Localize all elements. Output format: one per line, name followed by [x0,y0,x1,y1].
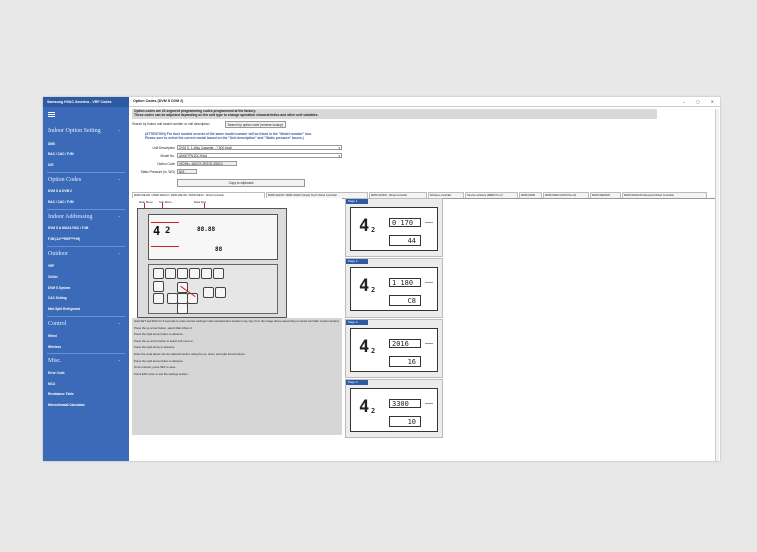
chevron-up-icon[interactable]: ⌃ [117,129,121,134]
attention-line-1: (ATTENTION) For duct models several of the same model number will be listed in the "Model number" box. [145,132,313,136]
lcd-display [350,207,438,251]
main-menu-digit: 4 [359,216,370,236]
lcd-display [350,388,438,432]
tab-dvm-plus[interactable]: MWR-WE00 (DVM Plus III) [543,192,589,198]
wired-controller-image [137,208,287,318]
minimize-button[interactable]: – [682,99,686,104]
divider [47,316,125,317]
temp-up-key-icon[interactable] [153,281,164,292]
tab-panel [132,198,715,461]
page-4 [345,379,443,438]
vertical-scrollbar[interactable] [715,109,719,461]
instruction-step: Press the right arrow button to advance. [134,332,184,337]
tab-km00[interactable]: MWR-KM00 [519,192,542,198]
page-label: Page 1 [346,199,368,204]
tab-wired-controller[interactable]: MWR-WE10N / MWR-WE11N / MWR-WE13N / MWR-WE10 - Wired controller [132,192,265,198]
down-arrow-key-icon[interactable] [177,303,188,314]
instruction-step: Press the up arrow button to select sub menu 2. [134,338,194,343]
sub-menu-digit: 2 [371,286,376,294]
sub-menu-digit: 2 [165,226,171,236]
controller-screen [148,214,278,260]
model-no-label: Model No. [160,154,175,158]
lock-key-icon[interactable] [213,268,224,279]
static-pressure-label: Static Pressure (in. WG) [140,170,175,174]
main-menu-digit: 4 [359,276,370,296]
sidebar-item-wireless[interactable]: Wireless [48,345,62,349]
instructions-panel [132,318,342,435]
chevron-up-icon[interactable]: ⌃ [117,178,121,183]
power-key-icon[interactable] [215,287,226,298]
main-menu-label: Main Menu [139,200,153,204]
lcd-display [350,267,438,311]
sidebar-item-fjm[interactable]: FJM (AJ***RBF***HH) [48,237,81,241]
chevron-up-icon[interactable]: ⌃ [117,322,121,327]
sidebar-item-dvm-s-maxa[interactable]: DVM S & MAXA RAC / FJM [48,226,89,230]
divider [47,353,125,354]
sidebar [43,97,129,461]
tab-we00un[interactable]: MWR-WE00UN [590,192,621,198]
info-banner [132,109,657,119]
section-misc[interactable]: Misc. [48,358,62,364]
swing-key-icon[interactable] [177,268,188,279]
reverse-lookup-button[interactable]: Search by option code (reverse lookup) [225,121,286,128]
copy-to-clipboard-button[interactable]: Copy to clipboard [177,179,305,187]
page-2 [345,258,443,318]
banner-line-2: These codes can be adjusted depending on the unit type to change operation characteristics and other unit variables. [134,113,319,118]
tab-service-software[interactable]: Service software (DBEP Pro 2) [465,192,518,198]
sidebar-item-calculator[interactable]: Microclimatal Calculator [48,403,85,407]
code-segment: 2016 [389,339,421,348]
code-segment: 1 180 [389,278,421,287]
sub-menu-digit: 2 [371,226,376,234]
tab-sh00n[interactable]: MWR-SH00N - Wired controller [369,192,427,198]
tab-simple-touch[interactable]: MWR-SH10N / MWR-SH11N Simple Touch Wired Controller [266,192,368,198]
sidebar-title: Samsung HVAC America - VRF Codes [43,97,129,107]
unit-description-label: Unit Description [152,146,175,150]
tab-wg00un[interactable]: MWR-WG00UN Advanced Wired Controller [622,192,707,198]
data-sets-label: Data Sets [194,200,207,204]
main-menu-digit: 4 [153,224,161,238]
sidebar-item-dvm-s-system[interactable]: DVM S System [48,286,71,290]
divider [47,209,125,210]
instruction-step: Press the right arrow to advance. [134,345,176,350]
lcd-display [350,328,438,372]
chevron-up-icon[interactable]: ⌃ [117,359,121,364]
sub-menu-label: Sub Menu [159,200,172,204]
code-value: 44 [389,235,421,246]
tab-wireless[interactable]: Wireless controller [428,192,464,198]
option-code-field[interactable]: 01D94=-18XCX-2E01S-33D10 [177,161,237,166]
fan-key-icon[interactable] [165,268,176,279]
section-indoor-option-setting[interactable]: Indoor Option Setting [48,128,101,134]
sidebar-item-error-code[interactable]: Error Code [48,371,65,375]
section-control[interactable]: Control [48,321,67,327]
maximize-button[interactable]: ◻ [696,99,700,104]
display-value: 88.88 [197,226,216,233]
code-segment: 3300 [389,399,421,408]
instruction-step: Enter the code above into the data-bit section using the up, down, and right arrow buttons. [134,351,246,356]
main-menu-digit: 4 [359,337,370,357]
divider [425,282,433,283]
page-label: Page 3 [346,320,368,325]
banner-line-1: Option codes are 24 segment programming codes programmed at the factory. [134,109,256,113]
sidebar-item-cac-setting[interactable]: CAC Setting [48,296,67,300]
sidebar-item-chiller[interactable]: Chiller [48,275,58,279]
divider [425,222,433,223]
sidebar-item-mini-split[interactable]: Mini Split Refrigerant [48,307,81,311]
temp-down-key-icon[interactable] [153,293,164,304]
section-indoor-addressing[interactable]: Indoor Addressing [48,214,93,220]
divider [425,403,433,404]
attention-line-2: Please sure to select the correct model based on the "Unit description" and "Static pressure" boxes.) [145,136,304,141]
divider [425,343,433,344]
instruction-step: Press the right arrow button to advance. [134,358,184,363]
sidebar-item-vrf[interactable]: VRF [48,264,55,268]
model-no-select[interactable]: AM007FN1DCH/AA ▾ [177,153,342,158]
code-segment: 0 170 [389,218,421,227]
divider [47,246,125,247]
chevron-up-icon[interactable]: ⌃ [117,252,121,257]
page-label: Page 2 [346,259,368,264]
window-title: Option Codes (DVM S DVM 2) [129,97,720,107]
instruction-step: Press the up arrow button, select Main Menu 4. [134,325,193,330]
page-1 [345,198,443,257]
highlight-box [151,222,179,223]
divider [47,172,125,173]
instruction-step: Press ESC twice to exit the settings section. [134,371,189,376]
menu-icon[interactable] [48,112,55,117]
unit-description-select[interactable]: DVM S, 1-Way Cassette - 7,500 btu/h ▾ [177,145,342,150]
code-value: C8 [389,295,421,306]
code-value: 10 [389,416,421,427]
sidebar-item-dvm-s[interactable]: DVM S & DVM 2 [48,189,72,193]
instruction-step: Hold SET and ESC for 5 seconds to enter service settings mode (actual button location may vary from the image above depending on wired controller model number). [134,319,340,323]
static-pressure-field[interactable]: N/A [177,169,197,174]
esc-key-icon[interactable] [203,287,214,298]
attention-note [145,132,312,141]
mode-key-icon[interactable] [153,268,164,279]
sidebar-item-icr[interactable]: ICR [48,163,54,167]
main-menu-digit: 4 [359,397,370,417]
instruction-step: Once entered, press SET to save. [134,365,177,370]
window-controls [673,97,714,106]
app-window [43,97,720,461]
sub-menu-digit: 2 [371,347,376,355]
main-panel [129,97,720,461]
sidebar-item-wired[interactable]: Wired [48,334,57,338]
sidebar-item-mcu[interactable]: MCU [48,382,56,386]
controller-keypad [148,264,278,314]
page-3 [345,319,443,378]
close-button[interactable]: ✕ [710,99,714,104]
highlight-box [151,246,179,247]
option-key-icon[interactable] [201,268,212,279]
sidebar-item-rac-cac-fjm-2[interactable]: RAC / CAC / FJM [48,200,74,204]
chevron-up-icon[interactable]: ⌃ [117,215,121,220]
section-option-codes[interactable]: Option Codes [48,177,82,183]
option-code-label: Option Code [157,162,175,166]
controller-illustration [132,198,342,318]
section-outdoor[interactable]: Outdoor [48,251,68,257]
search-label[interactable]: Search by indoor unit model number or unit description [132,122,210,126]
timer-key-icon[interactable] [189,268,200,279]
code-value: 16 [389,356,421,367]
sidebar-item-rac-cac-fjm[interactable]: RAC / CAC / FJM [48,152,74,156]
display-small: 88 [215,246,223,253]
sub-menu-digit: 2 [371,407,376,415]
sidebar-item-resistance-table[interactable]: Resistance Table [48,392,74,396]
sidebar-item-dms[interactable]: DMS [48,142,56,146]
page-label: Page 4 [346,380,368,385]
